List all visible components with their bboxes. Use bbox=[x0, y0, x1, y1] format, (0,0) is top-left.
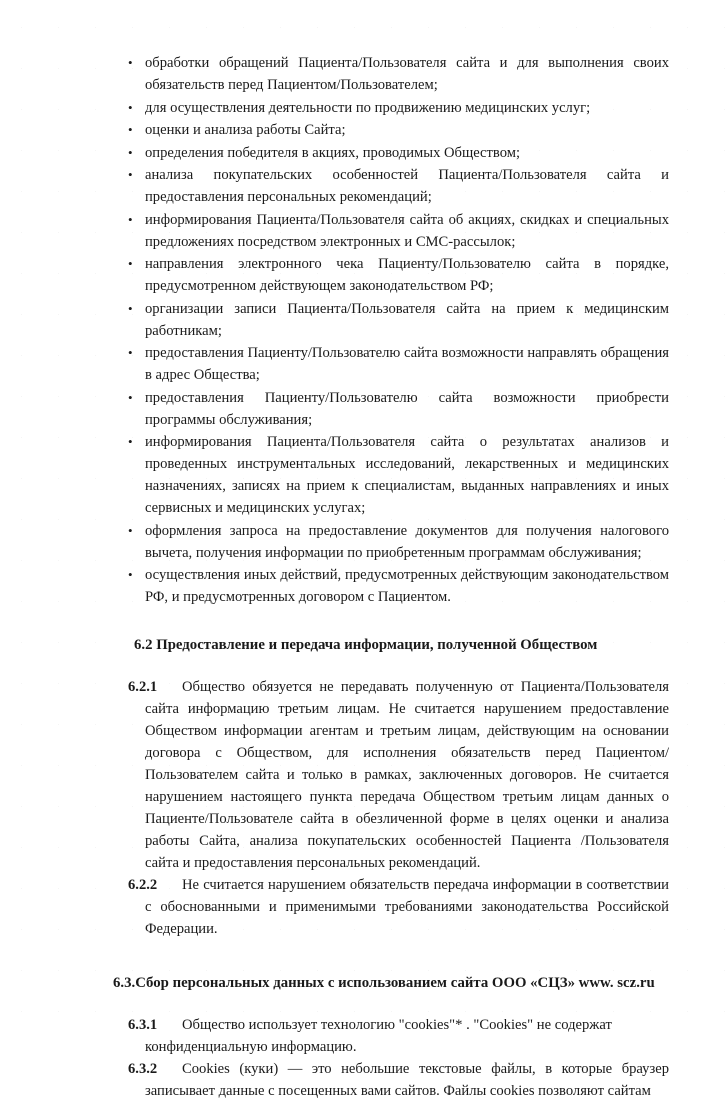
list-item: • организации записи Пациента/Пользователя сайта на прием к медицинским работникам; bbox=[113, 298, 669, 342]
list-item: • определения победителя в акциях, проводимых Обществом; bbox=[113, 142, 669, 164]
clause-6-2-2 bbox=[113, 874, 669, 940]
clause-number: 6.3.2 bbox=[128, 1061, 158, 1077]
list-item: • обработки обращений Пациента/Пользователя сайта и для выполнения своих обязательств перед Пациентом/Пользователем; bbox=[113, 52, 669, 96]
section-heading-6-2: 6.2 Предоставление и передача информации, полученной Обществом bbox=[134, 637, 598, 653]
list-item: • для осуществления деятельности по продвижению медицинских услуг; bbox=[113, 97, 669, 119]
purposes-bullet-list bbox=[113, 52, 669, 608]
clause-text: Общество использует технологию "cookies"* . "Cookies" не содержат конфиденциальную информацию. bbox=[145, 1017, 612, 1055]
clause-text: Cookies (куки) — это небольшие текстовые файлы, в которые браузер записывает данные с посещенных вами сайтов. Файлы cookies позволяют сайтам bbox=[145, 1061, 669, 1099]
clause-text: Общество обязуется не передавать полученную от Пациента/Пользователя сайта информацию третьим лицам. Не считается нарушением предоставление Обществом информации агентам и третьим лицам, действующим на основании договора с Обществом, для исполнения обязательств перед Пациентом/Пользователем сайта и только в рамках, заключенных договоров. Не считается нарушением настоящего пункта передача Обществом третьим лицам данных о Пациенте/Пользователе сайта в обезличенной форме в целях оценки и анализа работы Сайта, анализа покупательских особенностей Пациента /Пользователя сайта и предоставления персональных рекомендаций. bbox=[145, 679, 669, 871]
list-item: • оценки и анализа работы Сайта; bbox=[113, 119, 669, 141]
clause-text: Не считается нарушением обязательств передача информации в соответствии с обоснованными и применимыми требованиями законодательства Российской Федерации. bbox=[145, 877, 669, 937]
section-heading-6-3: 6.3.Сбор персональных данных с использованием сайта ООО «СЦЗ» www. scz.ru bbox=[113, 975, 655, 991]
clause-6-2-1 bbox=[113, 676, 669, 874]
document-body bbox=[113, 52, 669, 1102]
list-item: • предоставления Пациенту/Пользователю сайта возможности направлять обращения в адрес Общества; bbox=[113, 342, 669, 386]
list-item: • направления электронного чека Пациенту/Пользователю сайта в порядке, предусмотренном действующем законодательством РФ; bbox=[113, 253, 669, 297]
list-item: • предоставления Пациенту/Пользователю сайта возможности приобрести программы обслуживания; bbox=[113, 387, 669, 431]
list-item: • оформления запроса на предоставление документов для получения налогового вычета, получения информации по приобретенным программам обслуживания; bbox=[113, 520, 669, 564]
list-item: • информирования Пациента/Пользователя сайта о результатах анализов и проведенных инструментальных исследований, лекарственных и медицинских назначениях, записях на прием к специалистам, выданных направлениях и иных сервисных и медицинских услугах; bbox=[113, 431, 669, 519]
clause-number: 6.2.2 bbox=[128, 877, 158, 893]
clause-number: 6.3.1 bbox=[128, 1017, 158, 1033]
list-item: • осуществления иных действий, предусмотренных действующим законодательством РФ, и предусмотренных договором с Пациентом. bbox=[113, 564, 669, 608]
list-item: • анализа покупательских особенностей Пациента/Пользователя сайта и предоставления персональных рекомендаций; bbox=[113, 164, 669, 208]
clause-6-3-2 bbox=[113, 1058, 669, 1102]
clause-6-3-1 bbox=[113, 1014, 669, 1058]
list-item: • информирования Пациента/Пользователя сайта об акциях, скидках и специальных предложениях посредством электронных и СМС-рассылок; bbox=[113, 209, 669, 253]
clause-number: 6.2.1 bbox=[128, 679, 158, 695]
